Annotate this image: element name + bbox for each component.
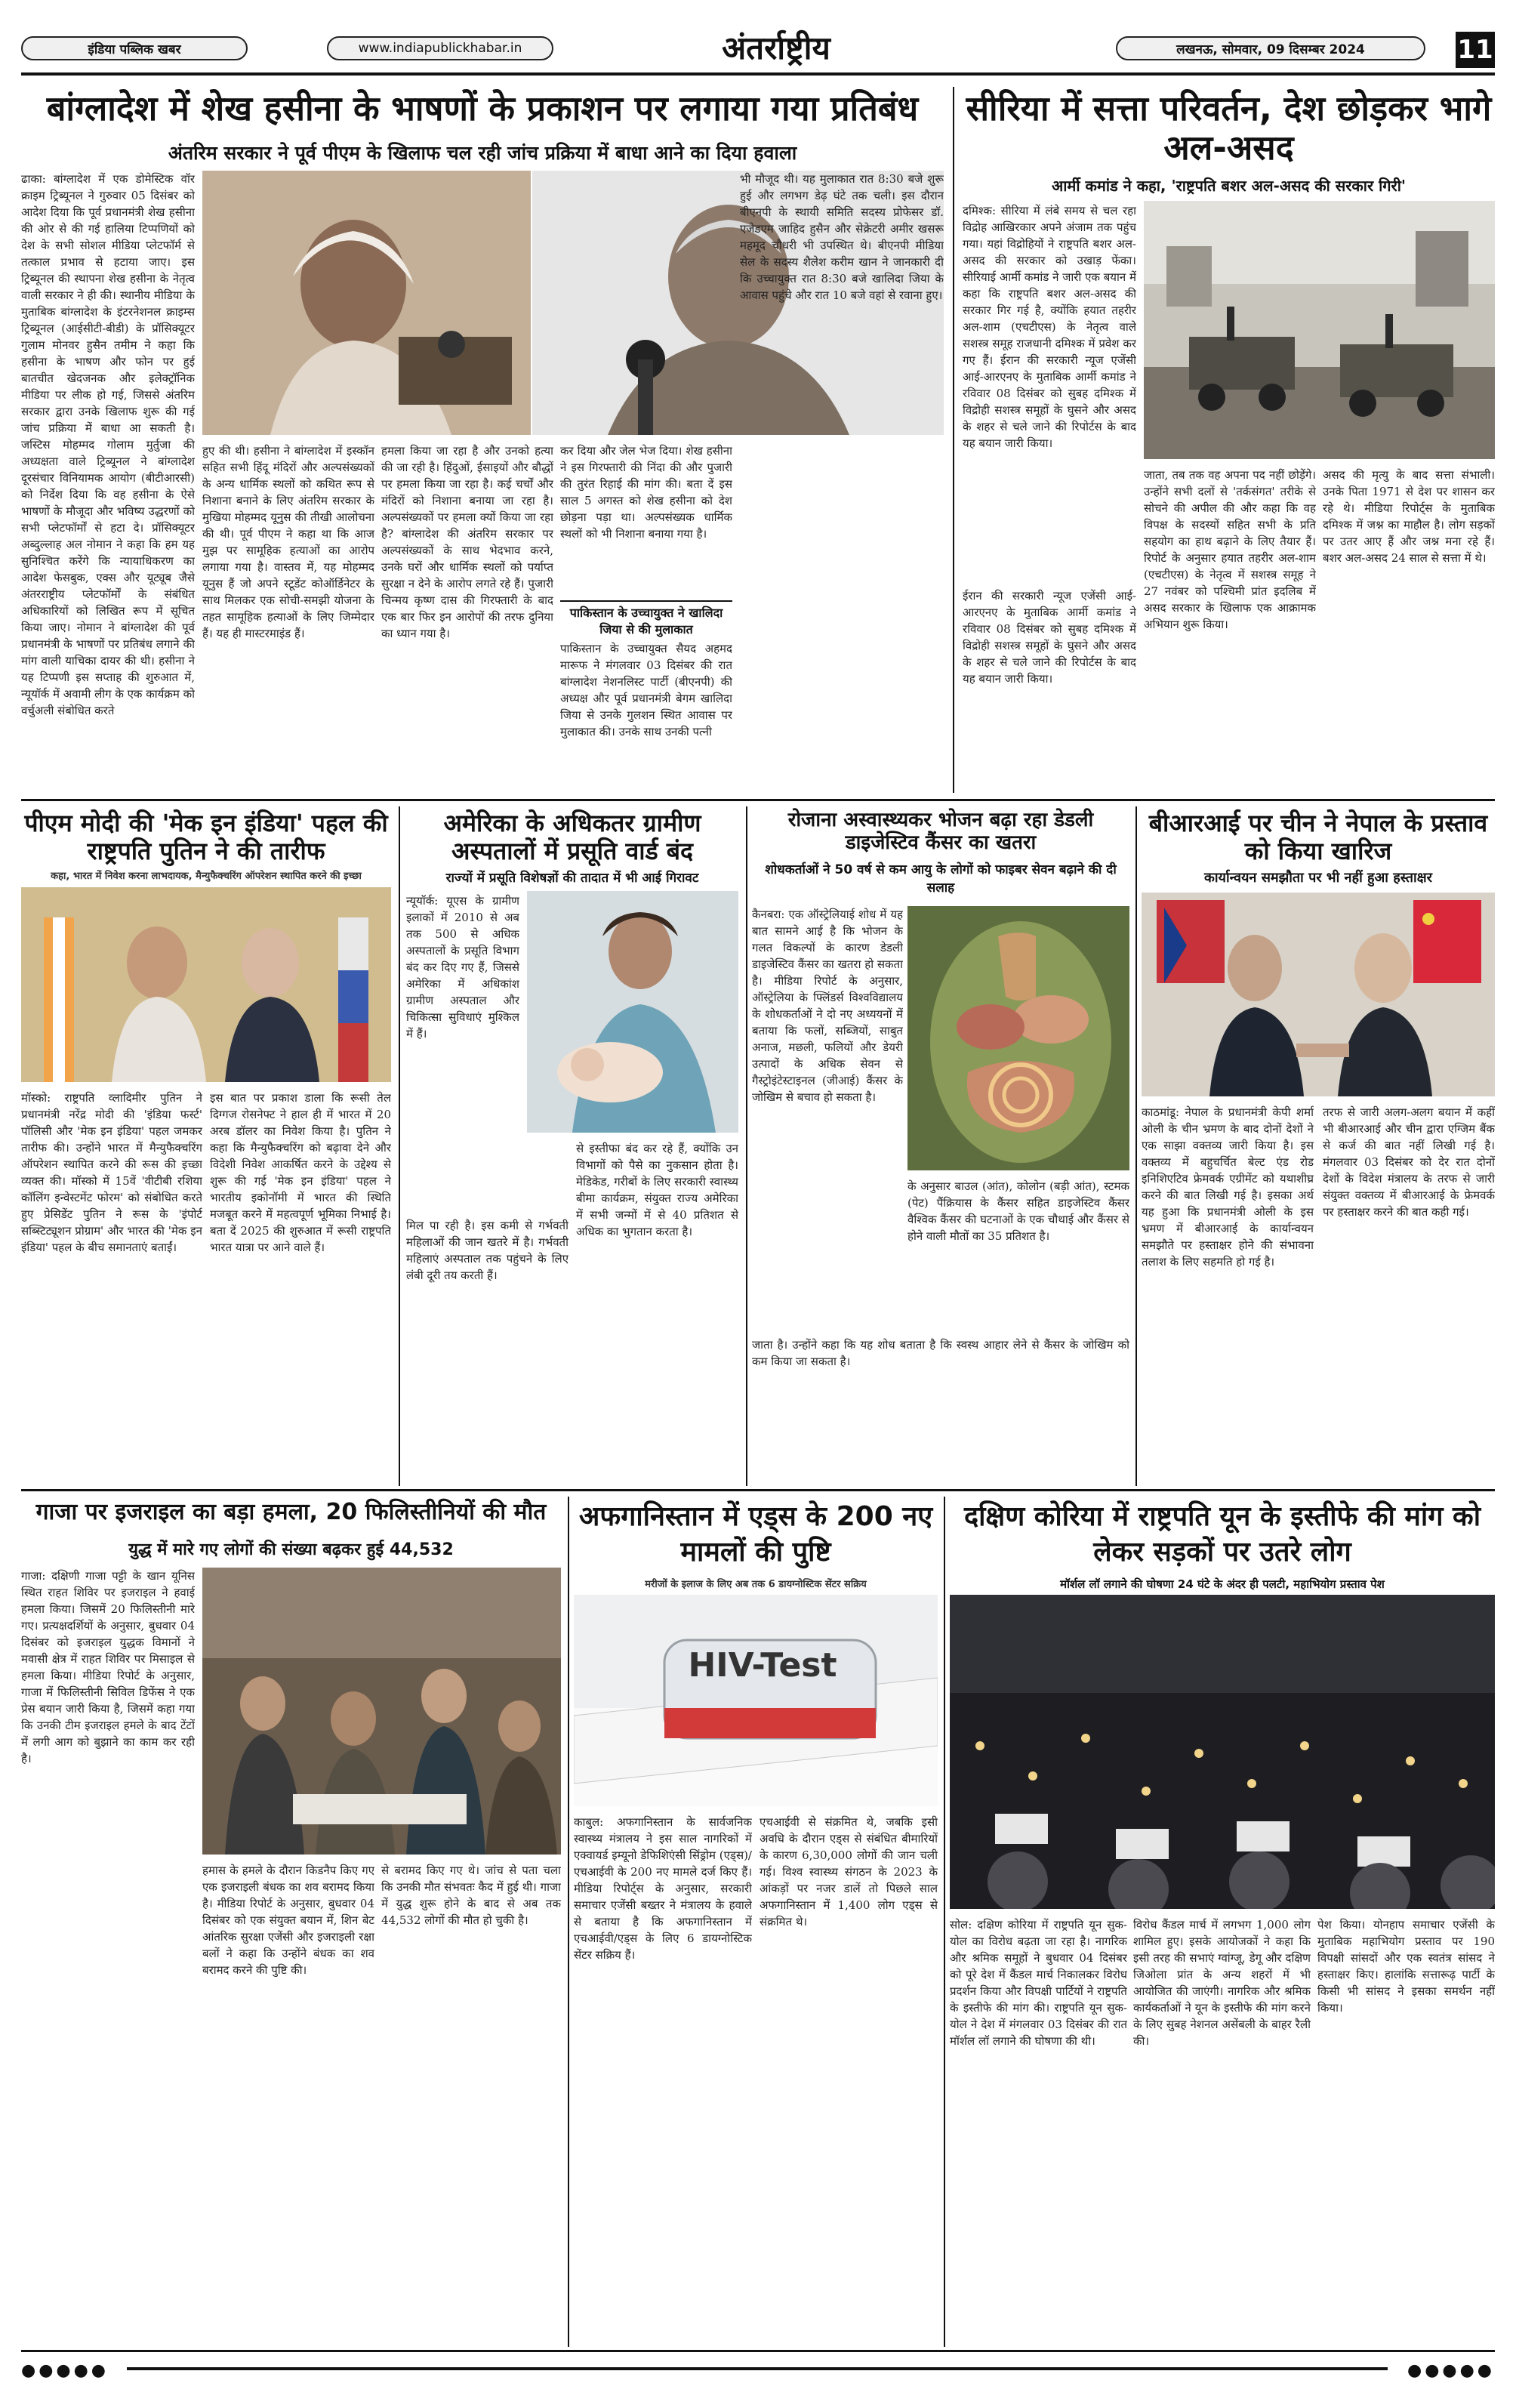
column-rule [953, 87, 954, 793]
cancer-body-2: के अनुसार बाउल (आंत), कोलोन (बड़ी आंत), स्टमक (पेट) पैंक्रियास के कैंसर सहित डाइजेस्टिव कैंसर वैश्विक कैंसर की घटनाओं के एक चौथाई और कैंसर से होने वाली मौतों का 35 प्रतिशत है। [907, 1179, 1129, 1243]
column-rule [1135, 806, 1137, 1486]
modi-putin-photo [21, 887, 391, 1082]
bangladesh-body-1: ढाका: बांग्लादेश में एक डोमेस्टिक वॉर क्राइम ट्रिब्यूनल ने गुरुवार 05 दिसंबर को आदेश दिया कि पूर्व प्रधानमंत्री शेख हसीना की ओर से की गई हालिया टिप्पणियों को देश के सभी सोशल मीडिया प्लेटफॉर्म से तत्काल प्रभाव से हटाया जाए। इस ट्रिब्यूनल की स्थापना शेख हसीना के नेतृत्व वाली सरकार ने ही की। स्थानीय मीडिया के मुताबिक बांग्लादेश के इंटरनेशनल क्राइम्स ट्रिब्यूनल (आईसीटी-बीडी) के प्रॉसिक्यूटर गुलाम मोनवर हुसैन तमीम ने कहा कि हसीना के भाषण और फोन पर हुई बातचीत खेदजनक और इलेक्ट्रॉनिक मीडिया पर लीक हो गई, जिससे अंतरिम सरकार द्वारा उनके खिलाफ शुरू की गई जांच प्रक्रिया में बाधा आ सकती है। जस्टिस मोहम्मद गोलाम मुर्तुजा की अध्यक्षता वाले ट्रिब्यूनल ने बांग्लादेश दूरसंचार विनियामक आयोग (बीटीआरसी) को निर्देश दिया कि वह हसीना के ऐसे भाषणों के मौजूदा और भविष्य उद्धरणों को सभी प्लेटफॉर्मों से हटा दे। प्रॉसिक्यूटर अब्दुल्लाह अल नोमान ने कहा कि हम यह सुनिश्चित करेंगे कि न्यायाधिकरण का आदेश फेसबुक, एक्स और यूट्यूब जैसे अंतरराष्ट्रीय प्लेटफॉर्मों के संबंधित अधिकारियों को लिखित रूप में सूचित किया जाए। नोमान ने बांग्लादेश की पूर्व प्रधानमंत्री के भाषणों पर प्रतिबंध लगाने की मांग वाली याचिका दायर की थी। हसीना ने यह टिप्पणी इस सप्ताह की शुरुआत में, न्यूयॉर्क में अवामी लीग के एक कार्यक्रम को वर्चुअली संबोधित करते [21, 172, 195, 717]
syria-body-3: असद की मृत्यु के बाद सत्ता संभाली। उनके पिता 1971 से देश पर शासन कर रहे थे। मीडिया रिपोर्ट्स के मुताबिक दमिश्क में जश्न का माहौल है। लोग सड़कों पर उतर आए हैं और जश्न मना रहे हैं। बशर अल-असद 24 साल से सत्ता में थे। [1323, 468, 1495, 565]
footer-dots-right: ●●●●● [1407, 2361, 1495, 2380]
rural-body-2: मिल पा रही है। इस कमी से गर्भवती महिलाओं की जान खतरे में है। गर्भवती महिलाएं अस्पताल तक पहुंचने के लिए लंबी दूरी तय करती हैं। [406, 1219, 568, 1282]
website-link[interactable]: www.indiapublickhabar.in [327, 36, 553, 60]
bangladesh-body-2: हुए की थी। हसीना ने बांग्लादेश में इस्कॉन सहित सभी हिंदू मंदिरों और अल्पसंख्यकों के अन्य धार्मिक स्थलों को कथित रूप से निशाना बनाने के लिए अंतरिम सरकार के मुखिया मोहम्मद यूनुस की तीखी आलोचना की थी। पूर्व पीएम ने कहा था कि आज मुझ पर सामूहिक हत्याओं का आरोप लगाया गया है। वास्तव में, यह मोहम्मद यूनुस हैं जो अपने स्टूडेंट कोऑर्डिनेटर के साथ मिलकर एक सोची-समझी योजना के तहत सामूहिक हत्याओं के लिए जिम्मेदार हैं। यह ही मास्टरमाइंड हैं। [202, 444, 374, 640]
aids-headline: अफगानिस्तान में एड्स के 200 नए मामलों की पुष्टि [578, 1501, 933, 1568]
cancer-subheadline: शोधकर्ताओं ने 50 वर्ष से कम आयु के लोगों को फाइबर सेवन बढ़ाने की दी सलाह [765, 862, 1117, 896]
aids-subheadline: मरीजों के इलाज के लिए अब तक 6 डायग्नोस्टिक सेंटर सक्रिय [645, 1579, 867, 1590]
modi-body-1: मॉस्को: राष्ट्रपति व्लादिमीर पुतिन ने प्रधानमंत्री नरेंद्र मोदी की 'इंडिया फर्स्ट' पॉलिसी और 'मेक इन इंडिया' पहल जमकर तारीफ की। उन्होंने भारत में मैन्युफैक्चरिंग ऑपरेशन स्थापित करने की रूस की इच्छा व्यक्त की। मॉस्को में 15वें 'वीटीबी रशिया कॉलिंग इन्वेस्टमेंट फोरम' को संबोधित करते हुए प्रेसिडेंट पुतिन ने रूस के 'इंपोर्ट सब्स्टिट्यूशन प्रोग्राम' और भारत की 'मेक इन इंडिया' पहल के बीच समानताएं बताईं। [21, 1091, 202, 1254]
gaza-subheadline: युद्ध में मारे गए लोगों की संख्या बढ़कर हुई 44,532 [128, 1540, 454, 1559]
hiv-test-photo [574, 1595, 938, 1806]
bangladesh-body-5: भी मौजूद थी। यह मुलाकात रात 8:30 बजे शुरू हुई और लगभग डेढ़ घंटे तक चली। इस दौरान बीएनपी के स्थायी समिति सदस्य प्रोफेसर डॉ. एजेडएम जाहिद हुसैन और सेक्रेटरी अमीर खसरू महमूद चौधरी भी उपस्थित थे। बीएनपी मीडिया सेल के सदस्य शैलेश करीम खान ने जानकारी दी कि उच्चायुक्त रात 8:30 बजे खालिदा जिया के आवास पहुंचे और रात 10 बजे वहां से रवाना हुए। [740, 172, 944, 302]
footer-dots-left: ●●●●● [21, 2361, 109, 2380]
korea-body-1: सोल: दक्षिण कोरिया में राष्ट्रपति यून सुक-योल का विरोध बढ़ता जा रहा है। नागरिक और श्रमिक समूहों ने बुधवार 04 दिसंबर को पूरे देश में कैंडल मार्च निकालकर विरोध प्रदर्शन किया और विपक्षी पार्टियों ने राष्ट्रपति के इस्तीफे की मांग की। राष्ट्रपति यून सुक-योल ने देश में मंगलवार 03 दिसंबर की रात मॉर्शल लॉ लगाने की घोषणा की थी। [950, 1918, 1127, 2048]
pakistan-box-heading: पाकिस्तान के उच्चायुक्त ने खालिदा जिया से की मुलाकात [560, 600, 732, 638]
hiv-test-label: HIV-Test [688, 1646, 837, 1685]
syria-body-2: जाता, तब तक वह अपना पद नहीं छोड़ेंगे। उन्होंने सभी दलों से 'तर्कसंगत' तरीके से सोचने की अपील की और कहा कि वह विपक्ष के सदस्यों सहित सभी के प्रति सहयोग का हाथ बढ़ाने के लिए तैयार हैं। रिपोर्ट के अनुसार हयात तहरीर अल-शाम (एचटीएस) के नेतृत्व में सशस्त्र समूह ने 27 नवंबर को पश्चिमी प्रांत इदलिब में असद सरकार के खिलाफ एक आक्रामक अभियान शुरू किया। [1144, 468, 1316, 631]
row-divider [21, 799, 1495, 801]
pakistan-box-body: पाकिस्तान के उच्चायुक्त सैयद अहमद मारूफ ने मंगलवार 03 दिसंबर की रात बांग्लादेश नेशनलिस्ट पार्टी (बीएनपी) की अध्यक्ष और पूर्व प्रधानमंत्री बेगम खालिदा जिया से उनके गुलशन स्थित आवास पर मुलाकात की। उनके साथ उनकी पत्नी [560, 642, 732, 738]
oli-xi-photo [1142, 893, 1495, 1096]
section-title: अंतर्राष्ट्रीय [722, 29, 830, 66]
digestive-system-illustration [907, 906, 1129, 1170]
rural-body-3: से इस्तीफा बंद कर रहे हैं, क्योंकि उन विभागों को पैसे का नुकसान होता है। मेडिकेड, गरीबों के लिए सरकारी स्वास्थ्य बीमा कार्यक्रम, संयुक्त राज्य अमेरिका में सभी जन्मों में से 40 प्रतिशत से अधिक का भुगतान करता है। [576, 1142, 738, 1238]
gaza-body-1: गाजा: दक्षिणी गाजा पट्टी के खान यूनिस स्थित राहत शिविर पर इजराइल ने हवाई हमला किया। जिसमें 20 फिलिस्तीनी मारे गए। प्रत्यक्षदर्शियों के अनुसार, बुधवार 04 दिसंबर को इजराइल युद्धक विमानों ने मवासी क्षेत्र में राहत शिविर पर मिसाइल से हमला किया। मीडिया रिपोर्ट के अनुसार, गाजा में फिलिस्तीनी सिविल डिफेंस ने एक प्रेस बयान जारी किया है, जिसमें कहा गया कि उनकी टीम इजराइल हमले के बाद टेंटों में लगी आग को बुझाने का काम कर रही है। [21, 1569, 195, 1765]
gaza-body-4: से बरामद किए गए थे। जांच से पता चला कि उनकी मौत संभवतः कैद में हुई थी। गाजा में युद्ध शुरू होने के बाद से अब तक 44,532 लोगों की मौत हो चुकी है। [381, 1864, 561, 1927]
gaza-headline: गाजा पर इजराइल का बड़ा हमला, 20 फिलिस्तीनियों की मौत [35, 1499, 547, 1525]
bangladesh-subheadline: अंतरिम सरकार ने पूर्व पीएम के खिलाफ चल रही जांच प्रक्रिया में बाधा आने का दिया हवाला [168, 142, 797, 164]
cancer-headline: रोजाना अस्वास्थ्यकर भोजन बढ़ा रहा डेडली डाइजेस्टिव कैंसर का खतरा [787, 809, 1094, 854]
sheikh-hasina-photo [202, 171, 531, 435]
rural-subheadline: राज्यों में प्रसूति विशेषज्ञों की तादात में भी आई गिरावट [445, 871, 699, 886]
page-number: 11 [1456, 32, 1495, 68]
gaza-attack-photo [202, 1568, 561, 1855]
masthead-bar [21, 26, 1495, 76]
row-divider [21, 1489, 1495, 1491]
korea-body-2: विरोध कैंडल मार्च में लगभग 1,000 लोग शामिल हुए। इसके आयोजकों ने कहा कि इसी तरह की सभाएं ग्वांग्जू, डेगू और दक्षिण जिओला प्रांत के अन्य शहरों में भी आयोजित की जाएंगी। नागरिक और श्रमिक कार्यकर्ताओं ने यून के इस्तीफे की मांग करने के लिए सुबह नेशनल असेंबली के बाहर रैली की। [1133, 1918, 1311, 2048]
modi-body-2: इस बात पर प्रकाश डाला कि रूसी तेल दिग्गज रोसनेफ्ट ने हाल ही में भारत में 20 अरब डॉलर का निवेश किया है। पुतिन ने कहा कि मैन्युफैक्चरिंग को बढ़ावा देने और विदेशी निवेश आकर्षित करने के उद्देश्य से शुरू की गई 'मेक इन इंडिया' पहल ने भारतीय इकोनॉमी में भारत की स्थिति मजबूत करने में महत्वपूर्ण भूमिका निभाई है। बता दें 2025 की शुरुआत में रूसी राष्ट्रपति भारत यात्रा पर आने वाले हैं। [210, 1091, 391, 1254]
modi-subheadline: कहा, भारत में निवेश करना लाभदायक, मैन्युफैक्चरिंग ऑपरेशन स्थापित करने की इच्छा [51, 871, 362, 882]
korea-protest-photo [950, 1595, 1495, 1909]
paper-name: इंडिया पब्लिक खबर [21, 36, 248, 60]
bangladesh-headline: बांग्लादेश में शेख हसीना के भाषणों के प्रकाशन पर लगाया गया प्रतिबंध [46, 88, 919, 128]
cancer-body-1: कैनबरा: एक ऑस्ट्रेलियाई शोध में यह बात सामने आई है कि भोजन के गलत विकल्पों के कारण डेडली डाइजेस्टिव कैंसर का खतरा हो सकता है। मीडिया रिपोर्ट के अनुसार, ऑस्ट्रेलिया के फ्लिंडर्स विश्वविद्यालय के शोधकर्ताओं ने दो नए अध्ययनों में बताया कि फलों, सब्जियों, साबुत अनाज, मछली, फलियों और डेयरी उत्पादों के अधिक सेवन से गैस्ट्रोइंटेस्टाइनल (जीआई) कैंसर के जोखिम से बचाव हो सकता है। [752, 908, 903, 1104]
footer-bar [21, 2350, 1495, 2380]
bri-headline: बीआरआई पर चीन ने नेपाल के प्रस्ताव को किया खारिज [1148, 809, 1488, 865]
syria-rebels-photo [1144, 201, 1495, 459]
bri-body-2: तरफ से जारी अलग-अलग बयान में कहीं भी बीआरआई और चीन द्वारा एग्जिम बैंक से कर्ज की बात नहीं लिखी गई है। मंगलवार 03 दिसंबर को देर रात दोनों देशों के विदेश मंत्रालय के तरफ से जारी संयुक्त वक्तव्य में बीआरआई के फ्रेमवर्क पर हस्ताक्षर करने की बात कही गई। [1323, 1105, 1495, 1219]
rural-headline: अमेरिका के अधिकतर ग्रामीण अस्पतालों में प्रसूति वार्ड बंद [443, 809, 701, 865]
syria-subheadline: आर्मी कमांड ने कहा, 'राष्ट्रपति बशर अल-असद की सरकार गिरी' [1051, 177, 1407, 195]
aids-body-1: काबुल: अफगानिस्तान के सार्वजनिक स्वास्थ्य मंत्रालय ने इस साल नागरिकों में एक्वायर्ड इम्यूनो डेफिशिएंसी सिंड्रोम (एड्स)/एचआईवी के 200 नए मामले दर्ज किए हैं। मीडिया रिपोर्ट्स के अनुसार, सरकारी समाचार एजेंसी बख्तर ने मंत्रालय के हवाले से बताया है कि अफगानिस्तान में एचआईवी/एड्स के लिए 6 डायग्नोस्टिक सेंटर सक्रिय हैं। [574, 1815, 752, 1962]
aids-body-2: एचआईवी से संक्रमित थे, जबकि इसी अवधि के दौरान एड्स से संबंधित बीमारियों के कारण 6,30,000 लोगों की जान चली गई। विश्व स्वास्थ्य संगठन के 2023 के आंकड़ों पर नजर डालें तो पिछले साल अफगानिस्तान में 1,400 लोग एड्स से संक्रमित थे। [760, 1815, 938, 1929]
syria-body-1b: ईरान की सरकारी न्यूज एजेंसी आई-आरएनए के मुताबिक आर्मी कमांड ने रविवार 08 दिसंबर को सुबह दमिश्क में विद्रोही सशस्त्र समूहों के घुसने और असद के शहर से चले जाने की रिपोर्टस के बाद यह बयान जारी किया। [963, 589, 1136, 686]
gaza-body-3: हमास के हमले के दौरान किडनैप किए गए एक इजराइली बंधक का शव बरामद किया है। मीडिया रिपोर्ट के अनुसार, बुधवार 04 दिसंबर को एक संयुक्त बयान में, शिन बेट आंतरिक सुरक्षा एजेंसी और इजराइली रक्षा बलों ने कहा कि उन्होंने बंधक का शव बरामद करने की पुष्टि की। [202, 1864, 374, 1977]
bri-body-1: काठमांडू: नेपाल के प्रधानमंत्री केपी शर्मा ओली के चीन भ्रमण के बाद दोनों देशों ने एक साझा वक्तव्य जारी किया है। इस वक्तव्य में बहुचर्चित बेल्ट एंड रोड इनिशिएटिव फ्रेमवर्क एग्रीमेंट को यथाशीघ्र करने की बात लिखी गई है। इसका अर्थ यह हुआ कि प्रधानमंत्री ओली के इस भ्रमण में बीआरआई के कार्यान्वयन समझौते पर हस्ताक्षर होने की संभावना तलाश के लिए सहमति हो गई है। [1142, 1105, 1314, 1269]
column-rule [399, 806, 400, 1486]
rural-body-1: न्यूयॉर्क: यूएस के ग्रामीण इलाकों में 2010 से अब तक 500 से अधिक अस्पतालों के प्रसूति विभाग बंद कर दिए गए हैं, जिससे अमेरिका में अधिकांश ग्रामीण अस्पताल और चिकित्सा सुविधाएं मुश्किल में हैं। [406, 894, 519, 1041]
bri-subheadline: कार्यान्वयन समझौता पर भी नहीं हुआ हस्ताक्षर [1204, 870, 1432, 886]
korea-body-3: पेश किया। योनहाप समाचार एजेंसी के मुताबिक महाभियोग प्रस्ताव पर 190 विपक्षी सांसदों और एक स्वतंत्र सांसद ने हस्ताक्षर किए। हालांकि सत्तारूढ़ पार्टी के किसी भी सांसद ने इसका समर्थन नहीं किया। [1317, 1918, 1495, 2015]
cancer-body-3: जाता है। उन्होंने कहा कि यह शोध बताता है कि स्वस्थ आहार लेने से कैंसर के जोखिम को कम किया जा सकता है। [752, 1338, 1129, 1368]
syria-body-1: दमिश्क: सीरिया में लंबे समय से चल रहा विद्रोह आखिरकार अपने अंजाम तक पहुंच गया। यहां विद्रोहियों ने राष्ट्रपति बशर अल-असद की सरकार को उखाड़ फेंका। सीरियाई आर्मी कमांड ने जारी एक बयान में कहा कि राष्ट्रपति बशर अल-असद की सरकार गिर गई है, क्योंकि हयात तहरीर अल-शाम (एचटीएस) के नेतृत्व वाले सशस्त्र समूह राजधानी दमिश्क में प्रवेश कर गए हैं। ईरान की सरकारी न्यूज एजेंसी आई-आरएनए के मुताबिक आर्मी कमांड ने रविवार 08 दिसंबर को सुबह दमिश्क में विद्रोही सशस्त्र समूहों के घुसने और असद के शहर से चले जाने की रिपोर्टस के बाद यह बयान जारी किया। [963, 204, 1136, 450]
column-rule [944, 1497, 945, 2347]
bangladesh-body-3: हमला किया जा रहा है और उनको हत्या की जा रही है। हिंदुओं, ईसाइयों और बौद्धों पर हमला किया जा रहा है। कई चर्चों और मंदिरों को निशाना बनाया जा रहा है। अल्पसंख्यकों पर हमला क्यों किया जा रहा है? बांग्लादेश की अंतरिम सरकार पर अल्पसंख्यकों के साथ भेदभाव करने, उनके घरों और धार्मिक स्थलों को पर्याप्त सुरक्षा न देने के आरोप लगते रहे हैं। पुजारी चिन्मय कृष्ण दास की गिरफ्तारी के बाद एक बार फिर इन आरोपों की तरफ दुनिया का ध्यान गया है। [381, 444, 553, 640]
dateline: लखनऊ, सोमवार, 09 दिसम्बर 2024 [1116, 36, 1425, 60]
bangladesh-body-4: कर दिया और जेल भेज दिया। शेख हसीना ने इस गिरफ्तारी की निंदा की और पुजारी की तुरंत रिहाई की मांग की। बता दें इस साल 5 अगस्त को शेख हसीना को देश छोड़ना पड़ा था। अल्पसंख्यक धार्मिक स्थलों को भी निशाना बनाया गया है। [560, 444, 732, 541]
modi-headline: पीएम मोदी की 'मेक इन इंडिया' पहल की राष्ट्रपति पुतिन ने की तारीफ [24, 809, 388, 865]
korea-subheadline: मॉर्शल लॉ लगाने की घोषणा 24 घंटे के अंदर ही पलटी, महाभियोग प्रस्ताव पेश [1060, 1577, 1385, 1591]
column-rule [746, 806, 747, 1486]
maternity-ward-photo [527, 891, 738, 1133]
column-rule [568, 1497, 569, 2347]
footer-line [127, 2367, 1388, 2370]
syria-headline: सीरिया में सत्ता परिवर्तन, देश छोड़कर भागे अल-असद [966, 88, 1492, 168]
korea-headline: दक्षिण कोरिया में राष्ट्रपति यून के इस्तीफे की मांग को लेकर सड़कों पर उतरे लोग [963, 1501, 1481, 1568]
